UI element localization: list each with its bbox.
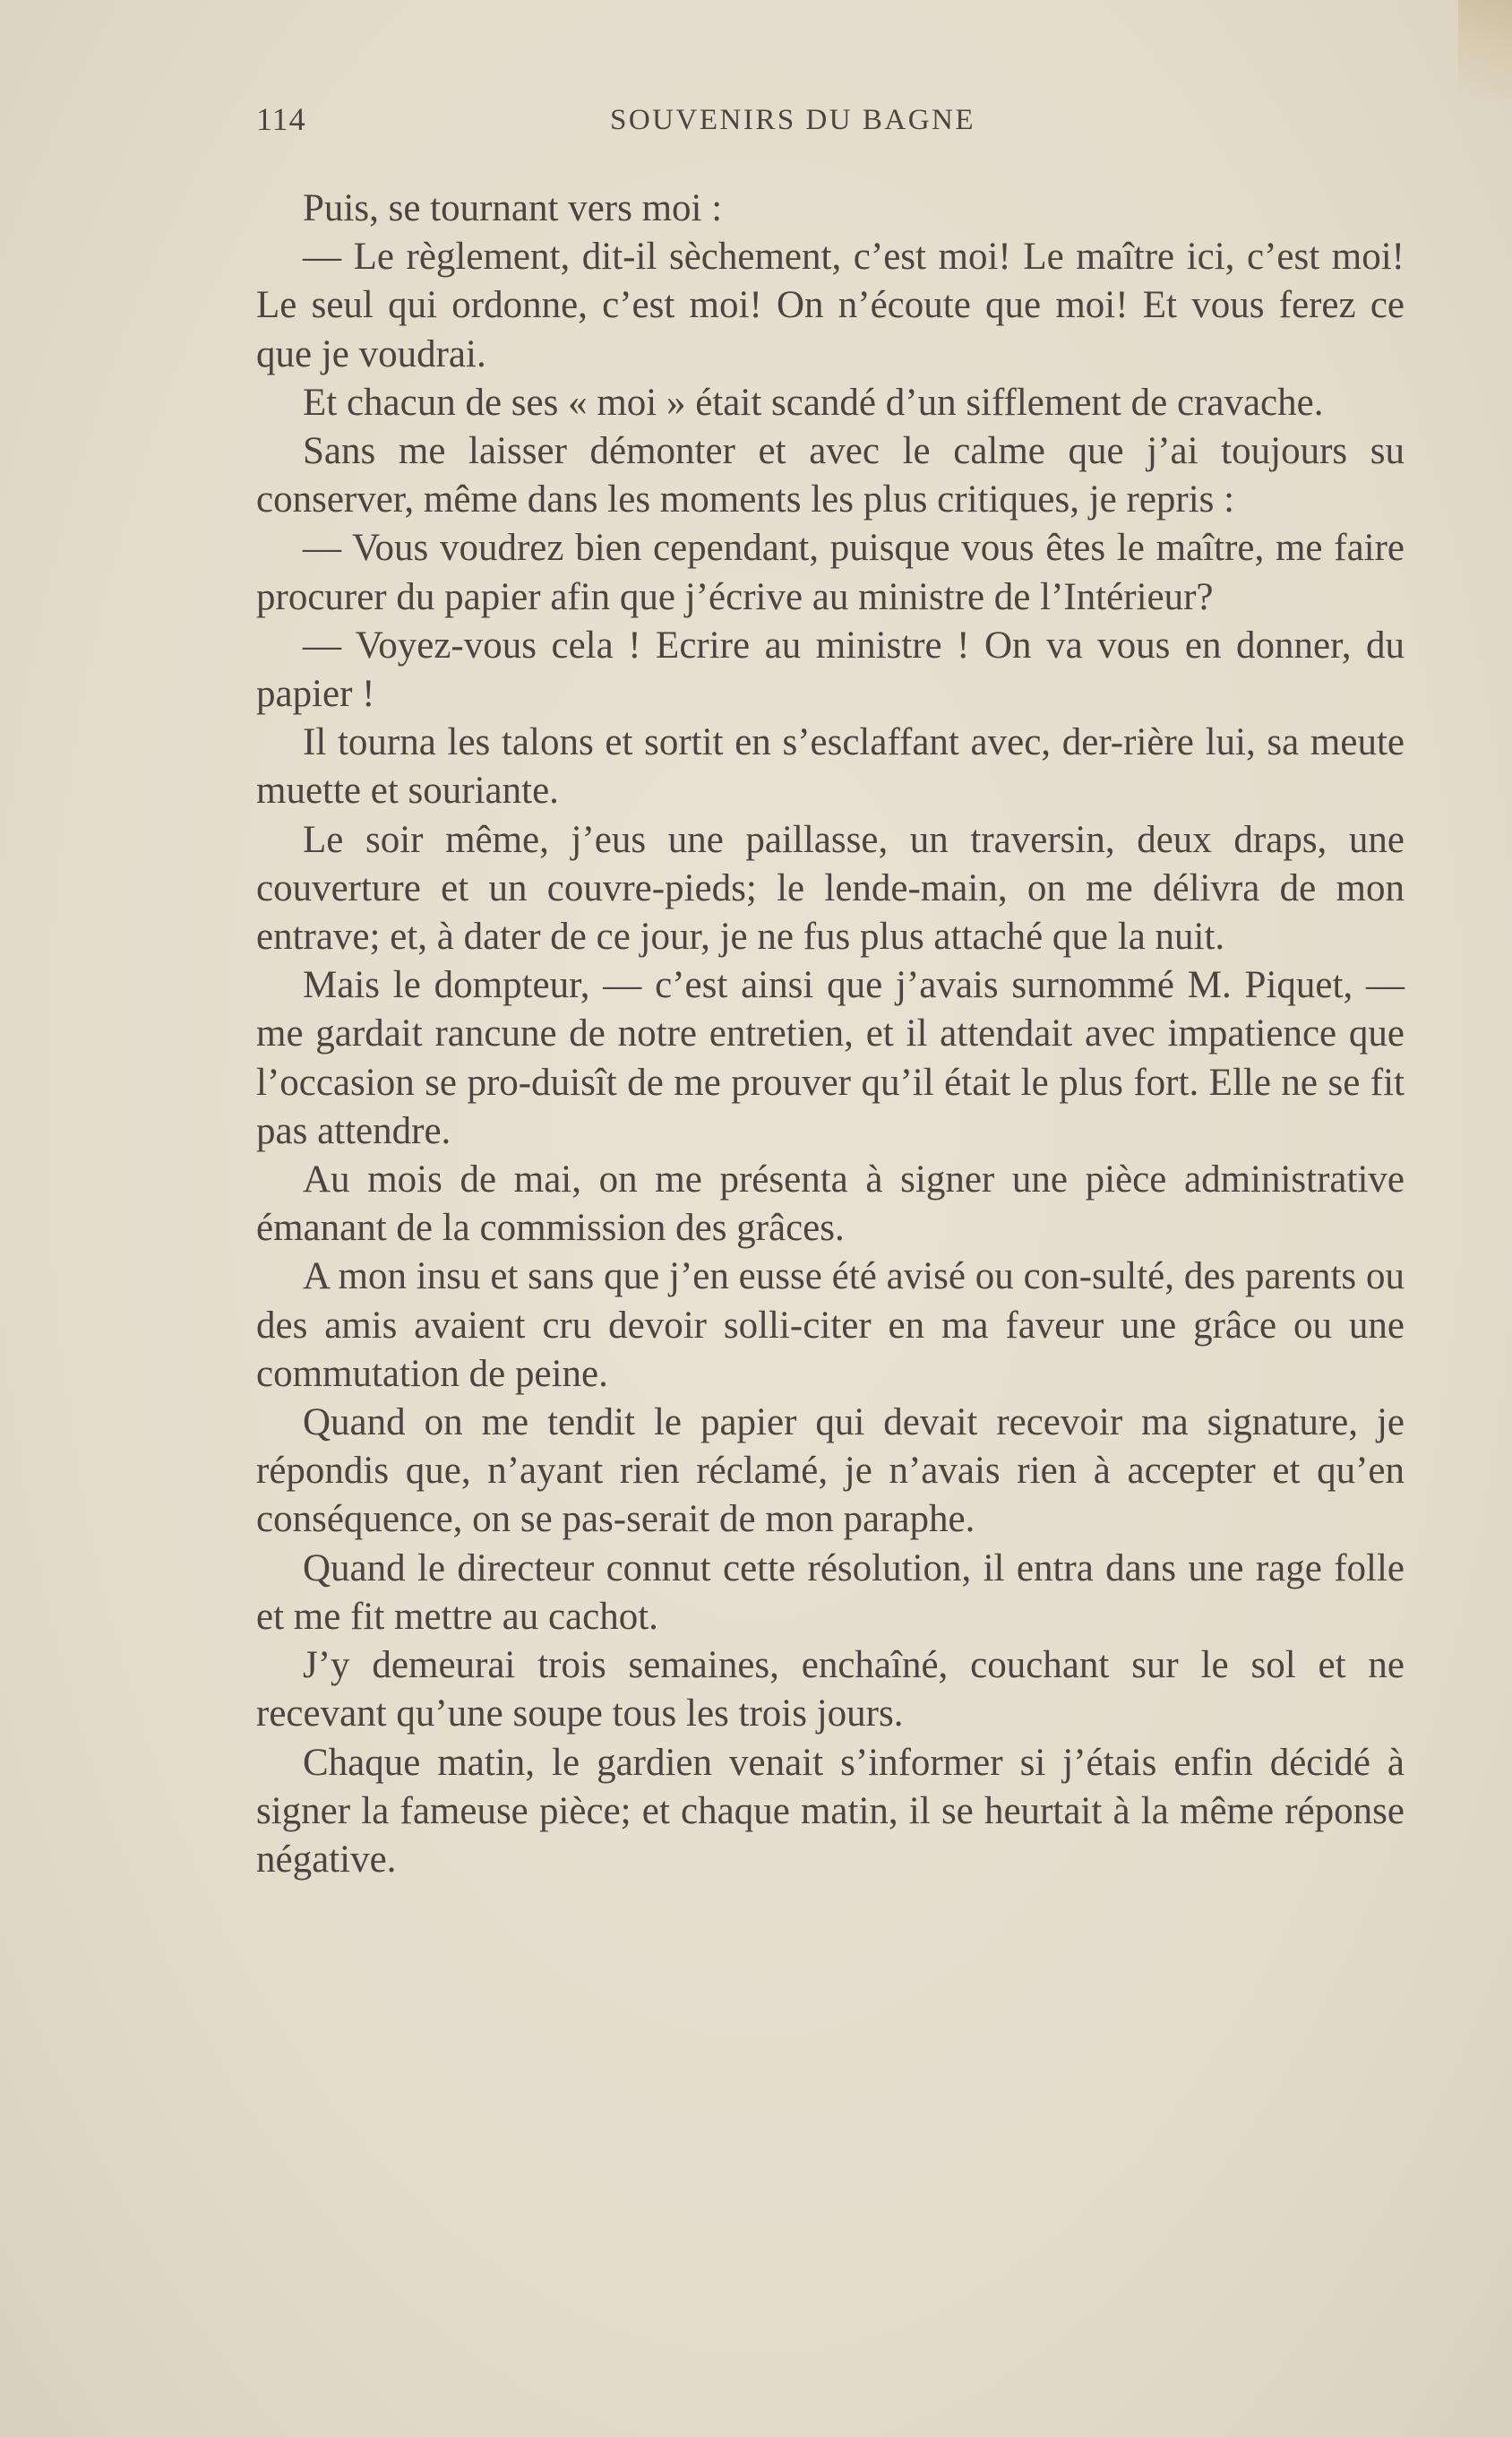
paragraph: Quand on me tendit le papier qui devait recevoir ma signature, je répondis que, n’ayant rien réclamé, je n’avais rien à accepter et qu’en conséquence, on se pas-serait de mon paraphe.	[256, 1401, 1405, 1541]
paragraph: Quand le directeur connut cette résolution, il entra dans une rage folle et me fit mettre au cachot.	[256, 1546, 1405, 1638]
paragraph: Sans me laisser démonter et avec le calme que j’ai toujours su conserver, même dans les moments les plus critiques, je repris :	[256, 430, 1405, 521]
paragraph: J’y demeurai trois semaines, enchaîné, couchant sur le sol et ne recevant qu’une soupe tous les trois jours.	[256, 1644, 1405, 1735]
paragraph: Chaque matin, le gardien venait s’informer si j’étais enfin décidé à signer la fameuse pièce; et chaque matin, il se heurtait à la même réponse négative.	[256, 1741, 1405, 1881]
page-header	[256, 100, 1405, 145]
paragraph: — Le règlement, dit-il sèchement, c’est moi! Le maître ici, c’est moi! Le seul qui ordonne, c’est moi! On n’écoute que moi! Et vous ferez ce que je voudrai.	[256, 236, 1405, 375]
paragraph: Il tourna les talons et sortit en s’esclaffant avec, der-rière lui, sa meute muette et souriante.	[256, 721, 1405, 813]
paragraph: — Voyez-vous cela ! Ecrire au ministre ! On va vous en donner, du papier !	[256, 624, 1405, 716]
paragraph: Et chacun de ses « moi » était scandé d’un sifflement de cravache.	[303, 381, 1324, 424]
paragraph: A mon insu et sans que j’en eusse été avisé ou con-sulté, des parents ou des amis avaient cru devoir solli-citer en ma faveur une grâce ou une commutation de peine.	[256, 1255, 1405, 1395]
page-body	[256, 185, 1405, 1884]
paragraph: — Vous voudrez bien cependant, puisque vous êtes le maître, me faire procurer du papier afin que j’écrive au ministre de l’Intérieur?	[256, 527, 1405, 618]
paragraph: Le soir même, j’eus une paillasse, un traversin, deux draps, une couverture et un couvre-pieds; le lende-main, on me délivra de mon entrave; et, à dater de ce jour, je ne fus plus attaché que la nuit.	[256, 818, 1405, 959]
paragraph: Au mois de mai, on me présenta à signer une pièce administrative émanant de la commission des grâces.	[256, 1158, 1405, 1250]
page-corner-stain	[1458, 0, 1512, 99]
paragraph: Mais le dompteur, — c’est ainsi que j’avais surnommé M. Piquet, — me gardait rancune de notre entretien, et il attendait avec impatience que l’occasion se pro-duisît de me prouver qu’il était le plus fort. Elle ne se fit pas attendre.	[256, 964, 1405, 1152]
running-title: SOUVENIRS DU BAGNE	[610, 104, 976, 136]
paragraph: Puis, se tournant vers moi :	[303, 187, 723, 229]
page-number: 114	[256, 101, 306, 137]
